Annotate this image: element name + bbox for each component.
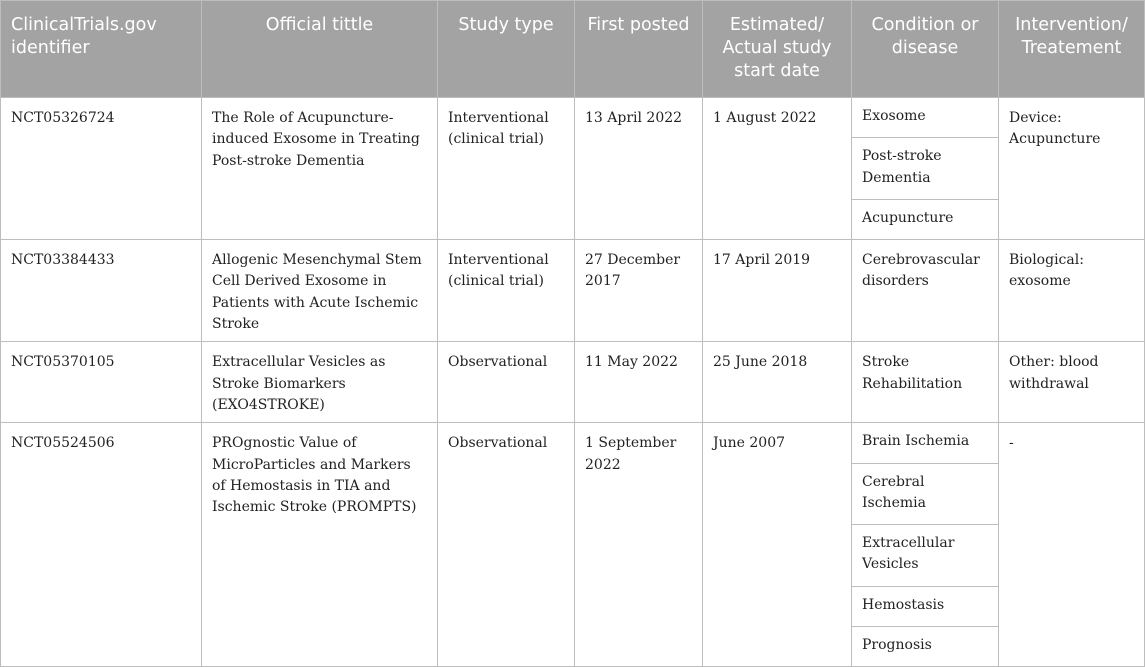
header-first-posted: First posted <box>575 1 703 98</box>
table-row <box>1 98 1145 240</box>
table-header <box>1 1 1145 98</box>
header-row <box>1 1 1145 98</box>
condition-item: Acupuncture <box>862 209 954 226</box>
cell-intervention: - <box>999 423 1145 667</box>
table-row <box>1 423 1145 667</box>
header-identifier: ClinicalTrials.gov identifier <box>1 1 202 98</box>
header-condition: Condition or disease <box>852 1 999 98</box>
cell-start-date: June 2007 <box>703 423 852 667</box>
condition-list <box>852 423 998 666</box>
cell-conditions: Cerebrovascular disorders <box>852 240 999 342</box>
condition-item: Brain Ischemia <box>852 423 998 463</box>
header-official-title: Official tittle <box>202 1 438 98</box>
cell-start-date: 25 June 2018 <box>703 342 852 423</box>
cell-identifier: NCT05326724 <box>1 98 202 240</box>
cell-identifier: NCT03384433 <box>1 240 202 342</box>
condition-item: Prognosis <box>862 637 932 654</box>
header-start-date: Estimated/ Actual study start date <box>703 1 852 98</box>
condition-item: Hemostasis <box>852 587 998 627</box>
cell-study-type: Observational <box>438 342 575 423</box>
cell-start-date: 17 April 2019 <box>703 240 852 342</box>
cell-title: PROgnostic Value of MicroParticles and Markers of Hemostasis in TIA and Ischemic Stroke (PROMPTS) <box>202 423 438 667</box>
condition-item: Exosome <box>852 98 998 138</box>
cell-first-posted: 1 September 2022 <box>575 423 703 667</box>
cell-start-date: 1 August 2022 <box>703 98 852 240</box>
cell-identifier: NCT05524506 <box>1 423 202 667</box>
cell-first-posted: 27 December 2017 <box>575 240 703 342</box>
table-row <box>1 342 1145 423</box>
condition-item: Post-stroke Dementia <box>852 138 998 200</box>
header-intervention: Intervention/ Treatement <box>999 1 1145 98</box>
table-body <box>1 98 1145 667</box>
cell-title: The Role of Acupuncture-induced Exosome in Treating Post-stroke Dementia <box>202 98 438 240</box>
cell-conditions <box>852 98 999 240</box>
cell-study-type: Observational <box>438 423 575 667</box>
cell-intervention: Other: blood withdrawal <box>999 342 1145 423</box>
cell-conditions <box>852 423 999 667</box>
cell-conditions: Stroke Rehabilitation <box>852 342 999 423</box>
cell-title: Extracellular Vesicles as Stroke Biomarkers (EXO4STROKE) <box>202 342 438 423</box>
cell-identifier: NCT05370105 <box>1 342 202 423</box>
cell-first-posted: 11 May 2022 <box>575 342 703 423</box>
condition-item: Extracellular Vesicles <box>852 525 998 587</box>
condition-item: Cerebral Ischemia <box>852 464 998 526</box>
cell-intervention: Biological: exosome <box>999 240 1145 342</box>
cell-intervention: Device: Acupuncture <box>999 98 1145 240</box>
cell-study-type: Interventional (clinical trial) <box>438 240 575 342</box>
cell-first-posted: 13 April 2022 <box>575 98 703 240</box>
cell-study-type: Interventional (clinical trial) <box>438 98 575 240</box>
cell-title: Allogenic Mesenchymal Stem Cell Derived Exosome in Patients with Acute Ischemic Stroke <box>202 240 438 342</box>
header-study-type: Study type <box>438 1 575 98</box>
table-row <box>1 240 1145 342</box>
condition-list <box>852 98 998 239</box>
